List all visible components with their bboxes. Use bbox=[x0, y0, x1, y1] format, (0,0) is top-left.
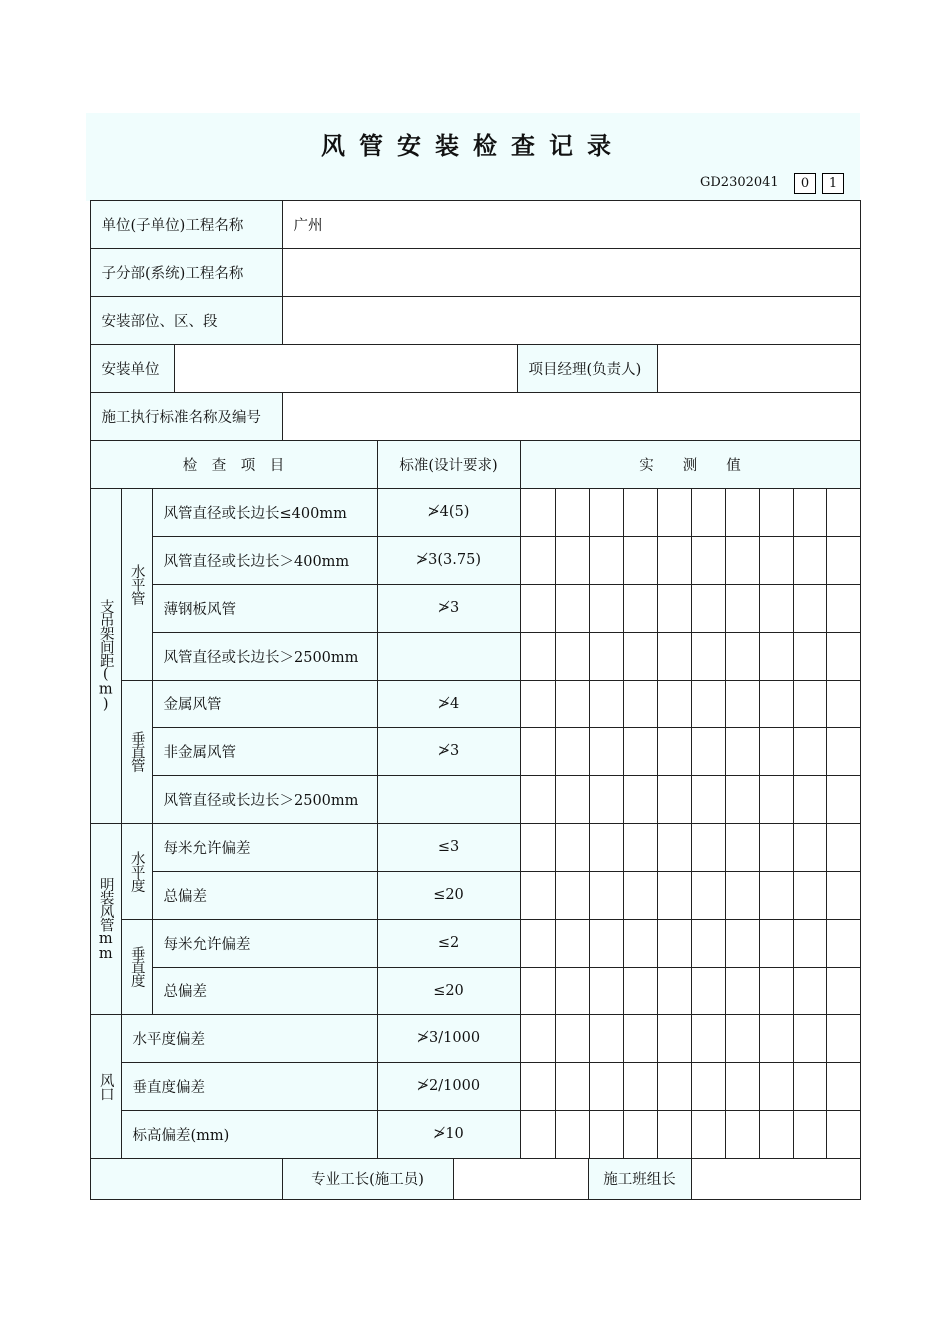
measured-value-cell[interactable] bbox=[657, 775, 692, 824]
measured-value-cell[interactable] bbox=[691, 632, 726, 681]
measured-value-cell[interactable] bbox=[759, 775, 794, 824]
check-item: 金属风管 bbox=[152, 680, 378, 728]
check-item: 风管直径或长边长≤400mm bbox=[152, 488, 378, 537]
measured-value-cell[interactable] bbox=[691, 488, 726, 537]
group-exposed-duct bbox=[90, 823, 122, 1015]
check-standard bbox=[377, 775, 521, 824]
measured-value-cell[interactable] bbox=[826, 1062, 861, 1111]
measured-value-cell[interactable] bbox=[657, 488, 692, 537]
check-standard: ≯4 bbox=[377, 680, 521, 728]
measured-value-cell[interactable] bbox=[793, 775, 827, 824]
project-manager-label: 项目经理(负责人) bbox=[517, 344, 658, 393]
measured-value-cell[interactable] bbox=[725, 1110, 760, 1159]
check-standard: ≤20 bbox=[377, 967, 521, 1015]
group-horizontal-pipe-text: 水平管 bbox=[128, 563, 145, 605]
measured-value-cell[interactable] bbox=[793, 680, 827, 728]
measured-value-cell[interactable] bbox=[793, 823, 827, 872]
measured-value-cell[interactable] bbox=[555, 775, 590, 824]
measured-value-cell[interactable] bbox=[657, 1062, 692, 1111]
standard-label: 施工执行标准名称及编号 bbox=[90, 392, 283, 441]
measured-value-cell[interactable] bbox=[725, 536, 760, 585]
measured-value-cell[interactable] bbox=[793, 967, 827, 1015]
measured-value-cell[interactable] bbox=[623, 1062, 658, 1111]
measured-value-cell[interactable] bbox=[691, 536, 726, 585]
measured-value-cell[interactable] bbox=[826, 536, 861, 585]
measured-value-cell[interactable] bbox=[793, 632, 827, 681]
measured-value-cell[interactable] bbox=[520, 1062, 556, 1111]
measured-value-cell[interactable] bbox=[725, 871, 760, 920]
measured-value-cell[interactable] bbox=[725, 967, 760, 1015]
measured-value-cell[interactable] bbox=[555, 488, 590, 537]
check-item: 风管直径或长边长＞400mm bbox=[152, 536, 378, 585]
check-item: 水平度偏差 bbox=[121, 1014, 378, 1063]
measured-value-cell[interactable] bbox=[691, 1062, 726, 1111]
measured-value-cell[interactable] bbox=[793, 919, 827, 968]
measured-value-cell[interactable] bbox=[623, 1014, 658, 1063]
measured-value-cell[interactable] bbox=[657, 871, 692, 920]
measured-value-cell[interactable] bbox=[826, 680, 861, 728]
measured-value-cell[interactable] bbox=[623, 584, 658, 633]
foreman-field[interactable] bbox=[453, 1158, 589, 1200]
check-standard: ≤2 bbox=[377, 919, 521, 968]
measured-value-cell[interactable] bbox=[520, 584, 556, 633]
check-standard: ≤3 bbox=[377, 823, 521, 872]
check-standard: ≯3 bbox=[377, 584, 521, 633]
measured-value-cell[interactable] bbox=[725, 775, 760, 824]
check-item: 垂直度偏差 bbox=[121, 1062, 378, 1111]
measured-value-cell[interactable] bbox=[555, 1062, 590, 1111]
measured-value-cell[interactable] bbox=[759, 536, 794, 585]
header-measured: 实 测 值 bbox=[520, 440, 861, 489]
measured-value-cell[interactable] bbox=[759, 680, 794, 728]
measured-value-cell[interactable] bbox=[589, 680, 624, 728]
code-box-2: 1 bbox=[822, 173, 844, 194]
group-support-spacing bbox=[90, 488, 122, 824]
measured-value-cell[interactable] bbox=[657, 919, 692, 968]
measured-value-cell[interactable] bbox=[759, 727, 794, 776]
measured-value-cell[interactable] bbox=[793, 1110, 827, 1159]
measured-value-cell[interactable] bbox=[657, 823, 692, 872]
measured-value-cell[interactable] bbox=[589, 1062, 624, 1111]
measured-value-cell[interactable] bbox=[555, 584, 590, 633]
measured-value-cell[interactable] bbox=[623, 967, 658, 1015]
measured-value-cell[interactable] bbox=[589, 536, 624, 585]
measured-value-cell[interactable] bbox=[589, 967, 624, 1015]
measured-value-cell[interactable] bbox=[691, 967, 726, 1015]
code-box-1: 0 bbox=[794, 173, 816, 194]
measured-value-cell[interactable] bbox=[725, 727, 760, 776]
measured-value-cell[interactable] bbox=[520, 680, 556, 728]
measured-value-cell[interactable] bbox=[725, 632, 760, 681]
measured-value-cell[interactable] bbox=[623, 871, 658, 920]
check-item: 总偏差 bbox=[152, 871, 378, 920]
measured-value-cell[interactable] bbox=[555, 632, 590, 681]
measured-value-cell[interactable] bbox=[520, 823, 556, 872]
measured-value-cell[interactable] bbox=[623, 680, 658, 728]
measured-value-cell[interactable] bbox=[520, 1110, 556, 1159]
group-vertical-pipe-text: 垂直管 bbox=[128, 731, 145, 772]
measured-value-cell[interactable] bbox=[623, 727, 658, 776]
measured-value-cell[interactable] bbox=[520, 536, 556, 585]
measured-value-cell[interactable] bbox=[555, 967, 590, 1015]
group-verticality bbox=[121, 919, 153, 1015]
measured-value-cell[interactable] bbox=[725, 823, 760, 872]
measured-value-cell[interactable] bbox=[520, 775, 556, 824]
page-title: 风管安装检查记录 bbox=[321, 132, 625, 160]
measured-value-cell[interactable] bbox=[691, 680, 726, 728]
measured-value-cell[interactable] bbox=[826, 967, 861, 1015]
group-support-spacing-text: 支吊架间距(m) bbox=[97, 599, 114, 712]
measured-value-cell[interactable] bbox=[589, 632, 624, 681]
measured-value-cell[interactable] bbox=[555, 727, 590, 776]
measured-value-cell[interactable] bbox=[826, 584, 861, 633]
group-levelness bbox=[121, 823, 153, 920]
unit-project-field[interactable]: 广州 bbox=[282, 200, 861, 249]
measured-value-cell[interactable] bbox=[826, 1110, 861, 1159]
measured-value-cell[interactable] bbox=[657, 680, 692, 728]
measured-value-cell[interactable] bbox=[555, 823, 590, 872]
check-standard: ≯3/1000 bbox=[377, 1014, 521, 1063]
project-manager-field[interactable] bbox=[657, 344, 861, 393]
measured-value-cell[interactable] bbox=[725, 1014, 760, 1063]
install-unit-field[interactable] bbox=[174, 344, 518, 393]
measured-value-cell[interactable] bbox=[826, 488, 861, 537]
measured-value-cell[interactable] bbox=[520, 967, 556, 1015]
check-standard bbox=[377, 632, 521, 681]
measured-value-cell[interactable] bbox=[826, 632, 861, 681]
check-standard: ≤20 bbox=[377, 871, 521, 920]
measured-value-cell[interactable] bbox=[793, 727, 827, 776]
measured-value-cell[interactable] bbox=[520, 727, 556, 776]
team-leader-label: 施工班组长 bbox=[588, 1158, 692, 1200]
measured-value-cell[interactable] bbox=[555, 1014, 590, 1063]
measured-value-cell[interactable] bbox=[520, 488, 556, 537]
measured-value-cell[interactable] bbox=[691, 584, 726, 633]
check-item: 薄钢板风管 bbox=[152, 584, 378, 633]
form-code: GD2302041 bbox=[700, 175, 779, 190]
measured-value-cell[interactable] bbox=[555, 1110, 590, 1159]
group-horizontal-pipe bbox=[121, 488, 153, 681]
install-location-field[interactable] bbox=[282, 296, 861, 345]
measured-value-cell[interactable] bbox=[759, 871, 794, 920]
check-standard: ≯2/1000 bbox=[377, 1062, 521, 1111]
measured-value-cell[interactable] bbox=[793, 1062, 827, 1111]
measured-value-cell[interactable] bbox=[555, 871, 590, 920]
measured-value-cell[interactable] bbox=[759, 919, 794, 968]
measured-value-cell[interactable] bbox=[759, 1062, 794, 1111]
team-leader-field[interactable] bbox=[691, 1158, 861, 1200]
measured-value-cell[interactable] bbox=[520, 632, 556, 681]
group-vertical-pipe bbox=[121, 680, 153, 824]
measured-value-cell[interactable] bbox=[759, 584, 794, 633]
measured-value-cell[interactable] bbox=[589, 775, 624, 824]
check-item: 每米允许偏差 bbox=[152, 823, 378, 872]
check-standard: ≯3(3.75) bbox=[377, 536, 521, 585]
measured-value-cell[interactable] bbox=[691, 1110, 726, 1159]
foreman-label: 专业工长(施工员) bbox=[282, 1158, 454, 1200]
measured-value-cell[interactable] bbox=[691, 1014, 726, 1063]
sub-project-field[interactable] bbox=[282, 248, 861, 297]
install-unit-label: 安装单位 bbox=[90, 344, 175, 393]
measured-value-cell[interactable] bbox=[589, 871, 624, 920]
measured-value-cell[interactable] bbox=[657, 967, 692, 1015]
measured-value-cell[interactable] bbox=[657, 727, 692, 776]
measured-value-cell[interactable] bbox=[657, 584, 692, 633]
measured-value-cell[interactable] bbox=[555, 536, 590, 585]
check-standard: ≯3 bbox=[377, 727, 521, 776]
measured-value-cell[interactable] bbox=[725, 919, 760, 968]
unit-project-label: 单位(子单位)工程名称 bbox=[90, 200, 283, 249]
measured-value-cell[interactable] bbox=[725, 680, 760, 728]
measured-value-cell[interactable] bbox=[691, 919, 726, 968]
measured-value-cell[interactable] bbox=[555, 919, 590, 968]
measured-value-cell[interactable] bbox=[589, 1014, 624, 1063]
check-item: 标高偏差(mm) bbox=[121, 1110, 378, 1159]
header-items: 检 查 项 目 bbox=[90, 440, 378, 489]
measured-value-cell[interactable] bbox=[826, 775, 861, 824]
measured-value-cell[interactable] bbox=[826, 1014, 861, 1063]
measured-value-cell[interactable] bbox=[826, 871, 861, 920]
check-standard: ≯10 bbox=[377, 1110, 521, 1159]
measured-value-cell[interactable] bbox=[589, 1110, 624, 1159]
measured-value-cell[interactable] bbox=[793, 871, 827, 920]
measured-value-cell[interactable] bbox=[657, 1014, 692, 1063]
measured-value-cell[interactable] bbox=[520, 1014, 556, 1063]
group-exposed-duct-text: 明装风管mm bbox=[97, 876, 114, 961]
measured-value-cell[interactable] bbox=[793, 1014, 827, 1063]
header-standard: 标准(设计要求) bbox=[377, 440, 521, 489]
measured-value-cell[interactable] bbox=[759, 632, 794, 681]
measured-value-cell[interactable] bbox=[759, 488, 794, 537]
measured-value-cell[interactable] bbox=[759, 823, 794, 872]
measured-value-cell[interactable] bbox=[691, 775, 726, 824]
measured-value-cell[interactable] bbox=[589, 584, 624, 633]
standard-field[interactable] bbox=[282, 392, 861, 441]
check-item: 风管直径或长边长＞2500mm bbox=[152, 632, 378, 681]
measured-value-cell[interactable] bbox=[657, 1110, 692, 1159]
measured-value-cell[interactable] bbox=[657, 632, 692, 681]
measured-value-cell[interactable] bbox=[793, 488, 827, 537]
measured-value-cell[interactable] bbox=[725, 488, 760, 537]
measured-value-cell[interactable] bbox=[725, 1062, 760, 1111]
measured-value-cell[interactable] bbox=[623, 823, 658, 872]
measured-value-cell[interactable] bbox=[589, 488, 624, 537]
install-location-label: 安装部位、区、段 bbox=[90, 296, 283, 345]
check-item: 风管直径或长边长＞2500mm bbox=[152, 775, 378, 824]
measured-value-cell[interactable] bbox=[759, 1014, 794, 1063]
measured-value-cell[interactable] bbox=[623, 775, 658, 824]
check-item: 总偏差 bbox=[152, 967, 378, 1015]
measured-value-cell[interactable] bbox=[555, 680, 590, 728]
measured-value-cell[interactable] bbox=[725, 584, 760, 633]
measured-value-cell[interactable] bbox=[589, 919, 624, 968]
measured-value-cell[interactable] bbox=[589, 727, 624, 776]
group-outlet-text: 风口 bbox=[97, 1072, 114, 1100]
measured-value-cell[interactable] bbox=[691, 871, 726, 920]
measured-value-cell[interactable] bbox=[759, 967, 794, 1015]
measured-value-cell[interactable] bbox=[623, 919, 658, 968]
group-verticality-text: 垂直度 bbox=[128, 946, 145, 987]
group-outlet bbox=[90, 1014, 122, 1159]
measured-value-cell[interactable] bbox=[826, 823, 861, 872]
measured-value-cell[interactable] bbox=[589, 823, 624, 872]
check-standard: ≯4(5) bbox=[377, 488, 521, 537]
measured-value-cell[interactable] bbox=[793, 536, 827, 585]
measured-value-cell[interactable] bbox=[657, 536, 692, 585]
measured-value-cell[interactable] bbox=[826, 727, 861, 776]
measured-value-cell[interactable] bbox=[691, 823, 726, 872]
measured-value-cell[interactable] bbox=[623, 536, 658, 585]
measured-value-cell[interactable] bbox=[623, 1110, 658, 1159]
footer-blank bbox=[90, 1158, 283, 1200]
check-item: 每米允许偏差 bbox=[152, 919, 378, 968]
sub-project-label: 子分部(系统)工程名称 bbox=[90, 248, 283, 297]
check-item: 非金属风管 bbox=[152, 727, 378, 776]
measured-value-cell[interactable] bbox=[520, 871, 556, 920]
measured-value-cell[interactable] bbox=[826, 919, 861, 968]
measured-value-cell[interactable] bbox=[623, 632, 658, 681]
measured-value-cell[interactable] bbox=[759, 1110, 794, 1159]
measured-value-cell[interactable] bbox=[691, 727, 726, 776]
group-levelness-text: 水平度 bbox=[128, 850, 145, 892]
measured-value-cell[interactable] bbox=[793, 584, 827, 633]
measured-value-cell[interactable] bbox=[623, 488, 658, 537]
measured-value-cell[interactable] bbox=[520, 919, 556, 968]
